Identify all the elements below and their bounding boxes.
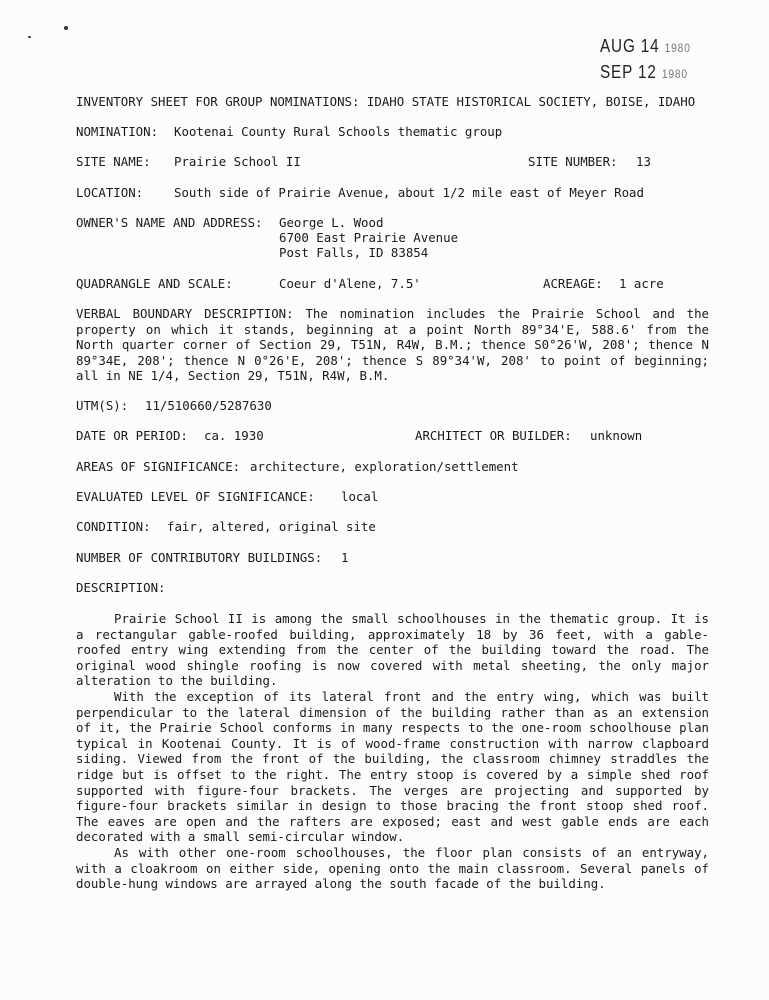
owner-line-3: Post Falls, ID 83854 xyxy=(279,245,429,260)
condition-label: CONDITION: xyxy=(76,519,151,534)
utm-value: 11/510660/5287630 xyxy=(145,398,272,413)
contributory-value: 1 xyxy=(341,550,349,565)
received-stamp-2 xyxy=(600,62,688,83)
date-label: DATE OR PERIOD: xyxy=(76,428,188,443)
date-value: ca. 1930 xyxy=(204,428,264,443)
scan-speck xyxy=(28,36,31,38)
owner-label: OWNER'S NAME AND ADDRESS: xyxy=(76,215,263,230)
description-label: DESCRIPTION: xyxy=(76,580,166,595)
acreage-value: 1 acre xyxy=(619,276,664,291)
stamp-year: 1980 xyxy=(664,41,691,55)
location-value: South side of Prairie Avenue, about 1/2 mile east of Meyer Road xyxy=(174,185,644,200)
architect-value: unknown xyxy=(590,428,643,443)
owner-line-2: 6700 East Prairie Avenue xyxy=(279,230,459,245)
scan-speck xyxy=(64,26,68,30)
evaluated-label: EVALUATED LEVEL OF SIGNIFICANCE: xyxy=(76,489,315,504)
quadrangle-value: Coeur d'Alene, 7.5' xyxy=(279,276,421,291)
architect-label: ARCHITECT OR BUILDER: xyxy=(415,428,572,443)
nomination-value: Kootenai County Rural Schools thematic group xyxy=(174,124,503,139)
site-name-label: SITE NAME: xyxy=(76,154,151,169)
areas-label: AREAS OF SIGNIFICANCE: xyxy=(76,459,241,474)
boundary-description xyxy=(76,306,709,384)
description-paragraph-3: As with other one-room schoolhouses, the floor plan consists of an entryway, with a cloakroom on either side, opening onto the main classroom. Several panels of double-hung windows are arrayed along the south facade of the building. xyxy=(76,844,709,892)
quadrangle-label: QUADRANGLE AND SCALE: xyxy=(76,276,233,291)
evaluated-value: local xyxy=(341,489,379,504)
stamp-date: AUG 14 xyxy=(600,36,660,56)
description-paragraph-2: With the exception of its lateral front and the entry wing, which was built perpendicular to the lateral dimension of the building rather than as an extension of it, the Prairie School conforms in many respects to the one-room schoolhouse plan typical in Kootenai County. It is of wood-frame construction with narrow clapboard siding. Viewed from the front of the building, the classroom chimney straddles the ridge but is offset to the right. The entry stoop is covered by a simple shed roof supported with figure-four brackets. The verges are projecting and supported by figure-four brackets similar in design to those bracing the front stoop shed roof. The eaves are open and the rafters are exposed; east and west gable ends are each decorated with a small semi-circular window. xyxy=(76,688,709,845)
site-number-label: SITE NUMBER: xyxy=(528,154,618,169)
areas-value: architecture, exploration/settlement xyxy=(250,459,519,474)
acreage-label: ACREAGE: xyxy=(543,276,603,291)
owner-line-1: George L. Wood xyxy=(279,215,384,230)
condition-value: fair, altered, original site xyxy=(167,519,376,534)
boundary-text: The nomination includes the Prairie School and the property on which it stands, beginning at a point North 89°34'E, 588.6' from the North quarter corner of Section 29, T51N, R4W, B.M.; thence S0°26'W, 208'; thence N 89°34E, 208'; thence N 0°26'E, 208'; thence S 89°34'W, 208' to point of beginning; all in NE 1/4, Section 29, T51N, R4W, B.M. xyxy=(76,306,709,384)
stamp-year: 1980 xyxy=(661,67,688,81)
contributory-label: NUMBER OF CONTRIBUTORY BUILDINGS: xyxy=(76,550,323,565)
location-label: LOCATION: xyxy=(76,185,144,200)
description-paragraph-1: Prairie School II is among the small schoolhouses in the thematic group. It is a rectangular gable-roofed building, approximately 18 by 36 feet, with a gable-roofed entry wing extending from the center of the building toward the road. The original wood shingle roofing is now covered with metal sheeting, the only major alteration to the building. xyxy=(76,611,709,689)
site-name-value: Prairie School II xyxy=(174,154,301,169)
document-header: INVENTORY SHEET FOR GROUP NOMINATIONS: IDAHO STATE HISTORICAL SOCIETY, BOISE, IDAHO xyxy=(76,94,696,109)
received-stamp-1 xyxy=(600,36,691,57)
boundary-label: VERBAL BOUNDARY DESCRIPTION: xyxy=(76,306,294,321)
nomination-label: NOMINATION: xyxy=(76,124,159,139)
stamp-date: SEP 12 xyxy=(600,62,657,82)
description-body xyxy=(76,611,709,892)
site-number-value: 13 xyxy=(636,154,651,169)
utm-label: UTM(S): xyxy=(76,398,129,413)
